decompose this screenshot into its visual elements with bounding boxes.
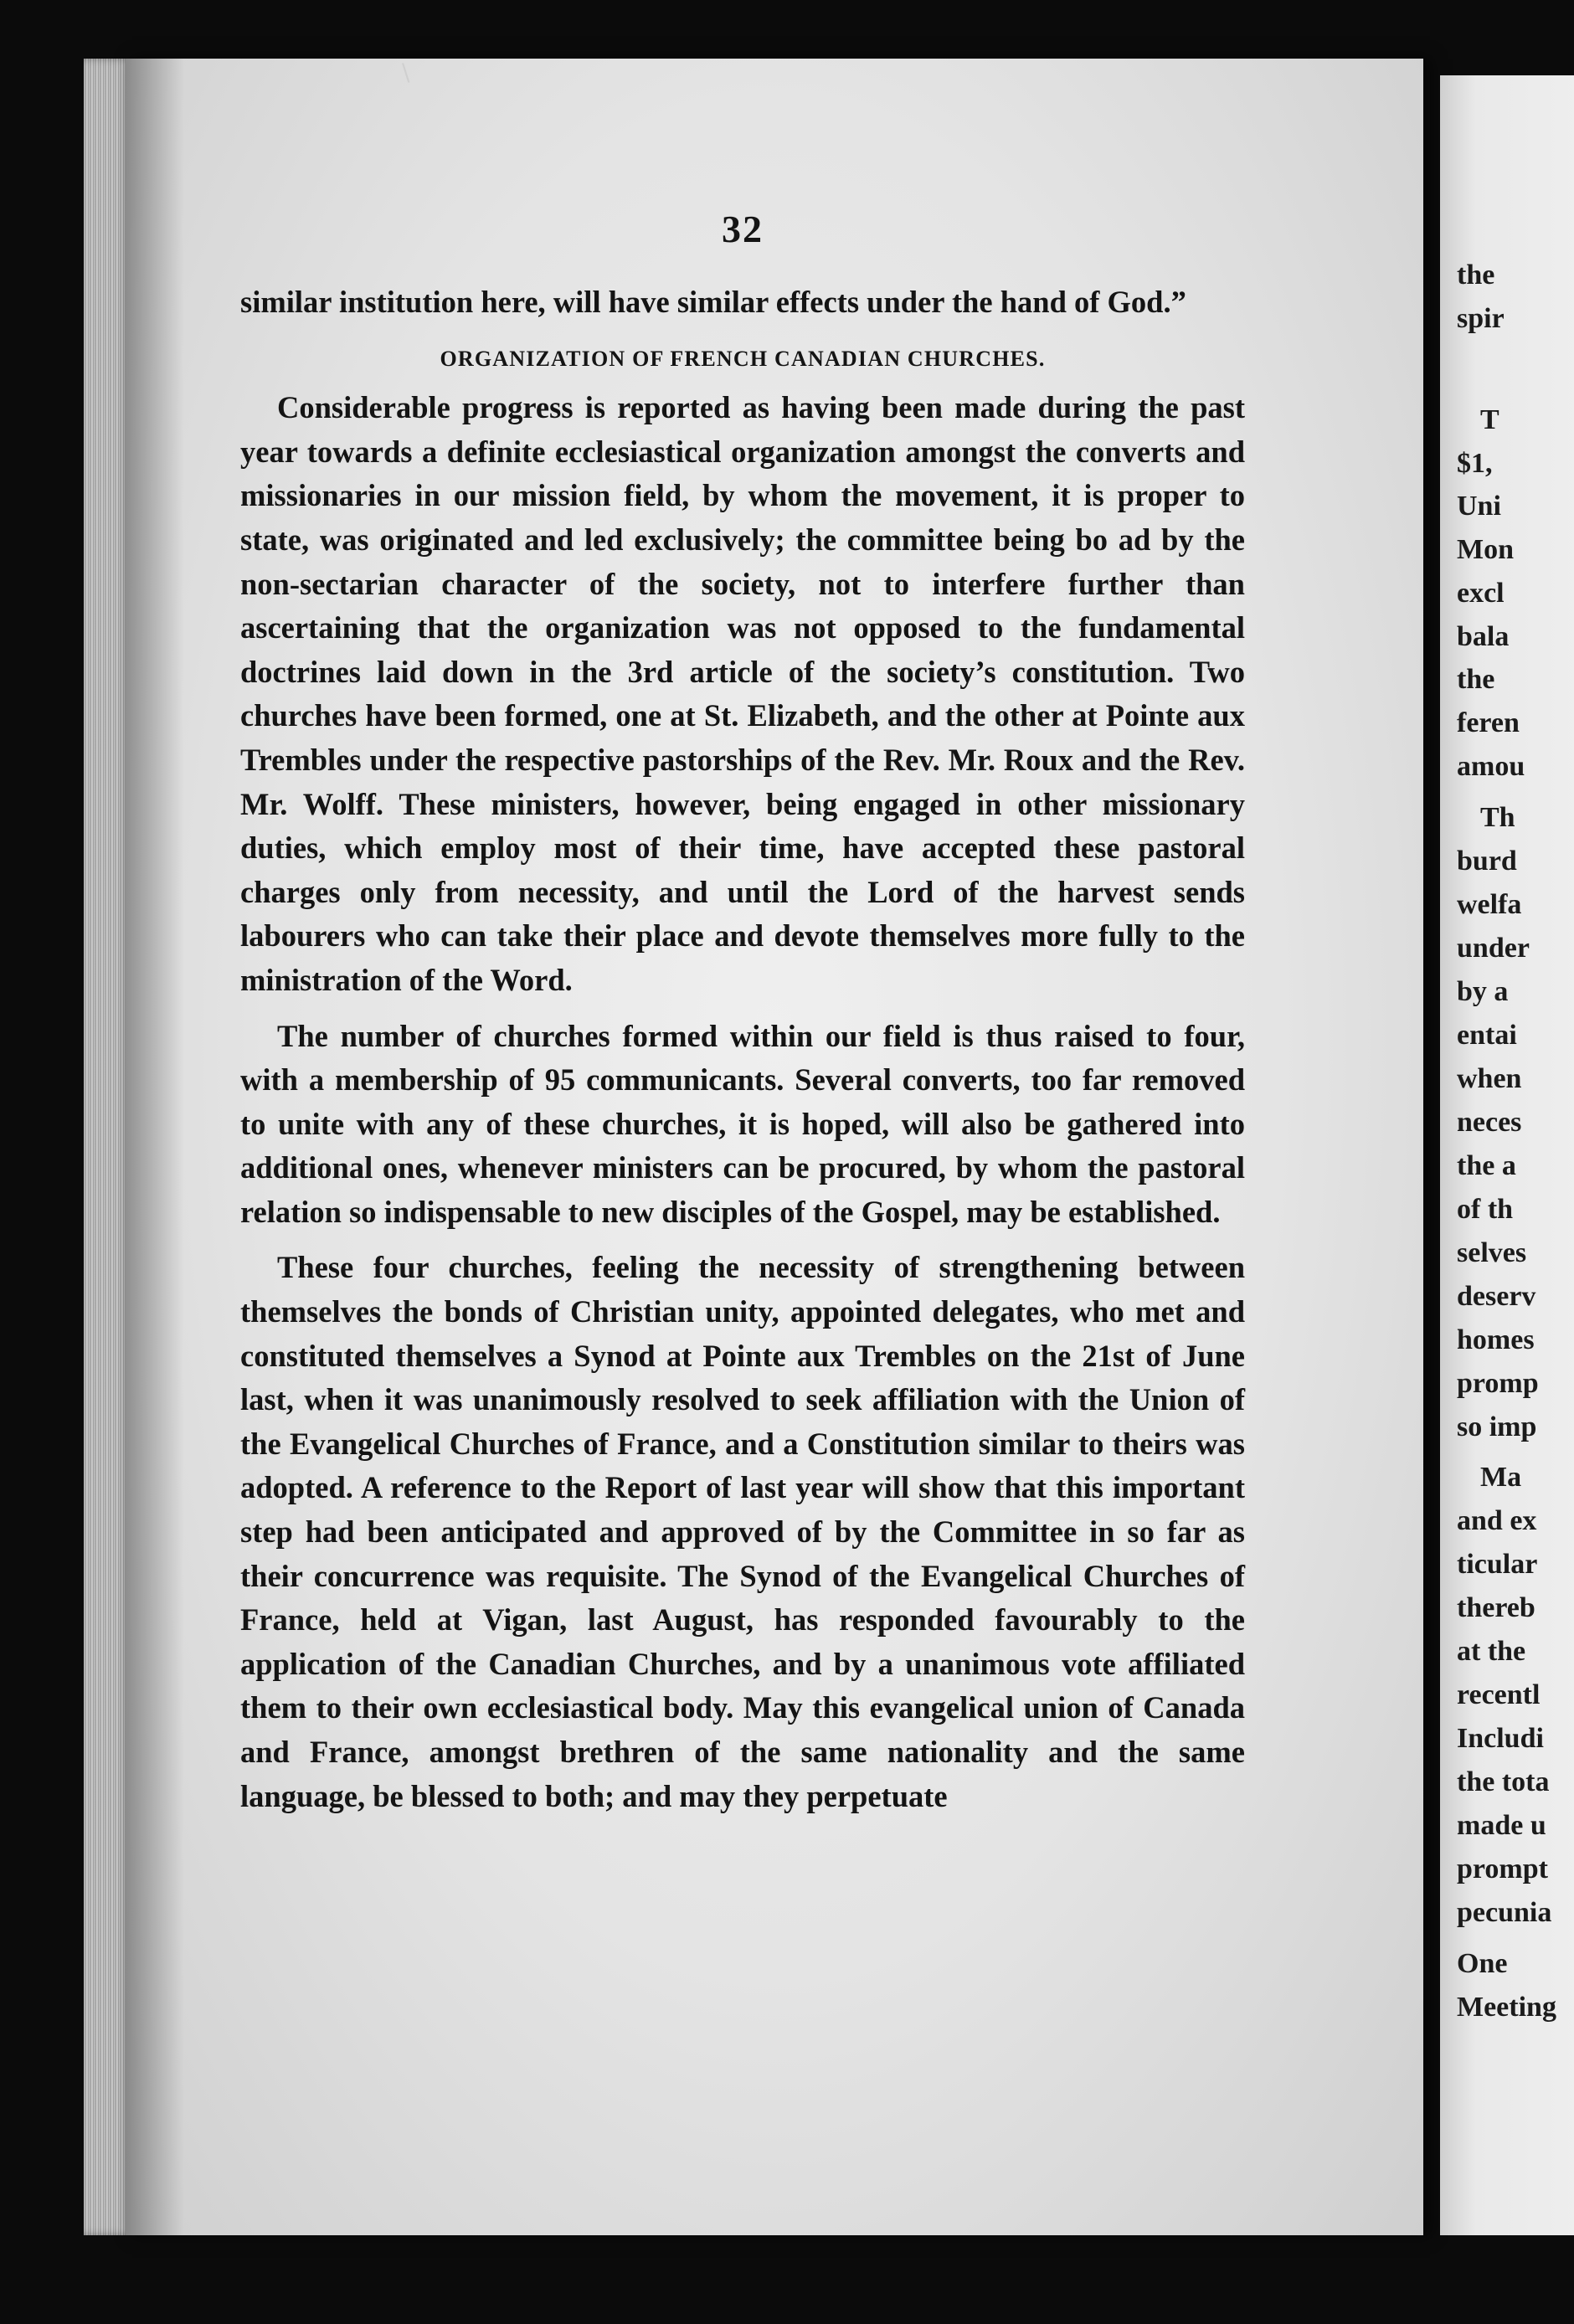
paragraph-organization-progress: Considerable progress is reported as having been made during the past year towards a definite ecclesiastical organization amongst the converts and missionaries in our mission field, by whom the movement, it is proper to state, was originated and led exclusively; the committee being bo ad by the non-sectarian character of the society, not to interfere further than ascertaining that the organization was not opposed to the fundamental doctrines laid down in the 3rd article of the society’s constitution. Two churches have been formed, one at St. Elizabeth, and the other at Pointe aux Trembles under the respective pastorships of the Rev. Mr. Roux and the Rev. Mr. Wolff. These ministers, however, being engaged in other missionary duties, which employ most of their time, have accepted these pastoral charges only from necessity, and until the Lord of the harvest sends labourers who can take their place and devote themselves more fully to the ministration of the Word. [240,390,1245,997]
paragraph-synod: These four churches, feeling the necessity of strengthening between themselves the bonds of Christian unity, appointed delegates, who met and constituted themselves a Synod at Pointe aux Trembles on the 21st of June last, when it was unanimously resolved to seek affiliation with the Union of the Evangelical Churches of France, and a Constitution similar to theirs was adopted. A reference to the Report of last year will show that this important step had been anticipated and approved of by the Committee in so far as their concurrence was requisite. The Synod of the Evangelical Churches of France, held at Vigan, last August, has responded favourably to the application of the Canadian Churches, and by a unanimous vote affiliated them to their own ecclesiastical body. May this evangelical union of Canada and France, amongst brethren of the same nationality and the same language, be blessed to both; and may they perpetuate [240,1250,1245,1813]
facing-page-fragment: excl [1457,578,1505,609]
facing-page-fragment: T [1480,404,1499,435]
facing-page-fragment: of th [1457,1194,1514,1225]
facing-page-fragment: selves [1457,1237,1527,1268]
facing-page-fragment: pecunia [1457,1897,1552,1928]
facing-page-fragment: promp [1457,1368,1539,1399]
facing-page-fragment: prompt [1457,1854,1548,1884]
facing-page-edge [1440,75,1574,2235]
facing-page-fragment: burd [1457,846,1517,877]
continuation-paragraph: similar institution here, will have similar effects under the hand of God.” [240,284,1186,319]
facing-page-fragment: One [1457,1948,1508,1979]
facing-page-fragment: made u [1457,1810,1546,1841]
facing-page-fragment: Mon [1457,534,1514,565]
facing-page-fragment: the [1457,260,1495,290]
facing-page-fragment: homes [1457,1324,1535,1355]
facing-page-fragment: recentl [1457,1679,1541,1710]
facing-page-fragment: Ma [1480,1462,1522,1493]
page-number: 32 [722,208,764,250]
facing-page-fragment: so imp [1457,1411,1537,1442]
facing-page-fragment: and ex [1457,1505,1537,1536]
facing-page-fragment: thereb [1457,1592,1535,1623]
facing-page-fragment: Meeting [1457,1992,1556,2023]
facing-page-fragment: the [1457,664,1495,695]
facing-page-fragment: the tota [1457,1766,1550,1797]
stray-mark: \ [402,59,410,86]
facing-page-fragment: Th [1480,802,1515,833]
facing-page-fragment: $1, [1457,448,1493,479]
facing-page-fragment: when [1457,1063,1522,1094]
facing-page-fragment: entai [1457,1020,1517,1051]
paragraph-church-count: The number of churches formed within our field is thus raised to four, with a membership of 95 communicants. Several converts, too far removed to unite with any of these churches, it is hoped, will also be gathered into additional ones, whenever ministers can be procured, by whom the pastoral relation so indispensable to new disciples of the Gospel, may be established. [240,1018,1245,1229]
gutter-shadow [126,59,184,2235]
facing-page-fragment: by a [1457,976,1509,1007]
page-content [240,208,1245,1818]
facing-page-fragment: amou [1457,751,1525,782]
facing-page-fragment: spir [1457,303,1505,334]
section-heading: ORGANIZATION OF FRENCH CANADIAN CHURCHES. [440,347,1046,372]
facing-page-fragment: neces [1457,1107,1522,1138]
facing-page-fragment: the a [1457,1150,1516,1181]
facing-page-fragment: at the [1457,1636,1526,1667]
facing-page-fragment: bala [1457,621,1510,652]
facing-page-fragment: welfa [1457,889,1522,920]
facing-page-fragment: Includi [1457,1723,1544,1754]
facing-page-fragment: ticular [1457,1549,1538,1580]
facing-page-fragment: Uni [1457,491,1501,522]
facing-page-fragment: deserv [1457,1281,1536,1312]
facing-page-fragment: under [1457,933,1530,964]
facing-page-fragment: feren [1457,707,1520,738]
